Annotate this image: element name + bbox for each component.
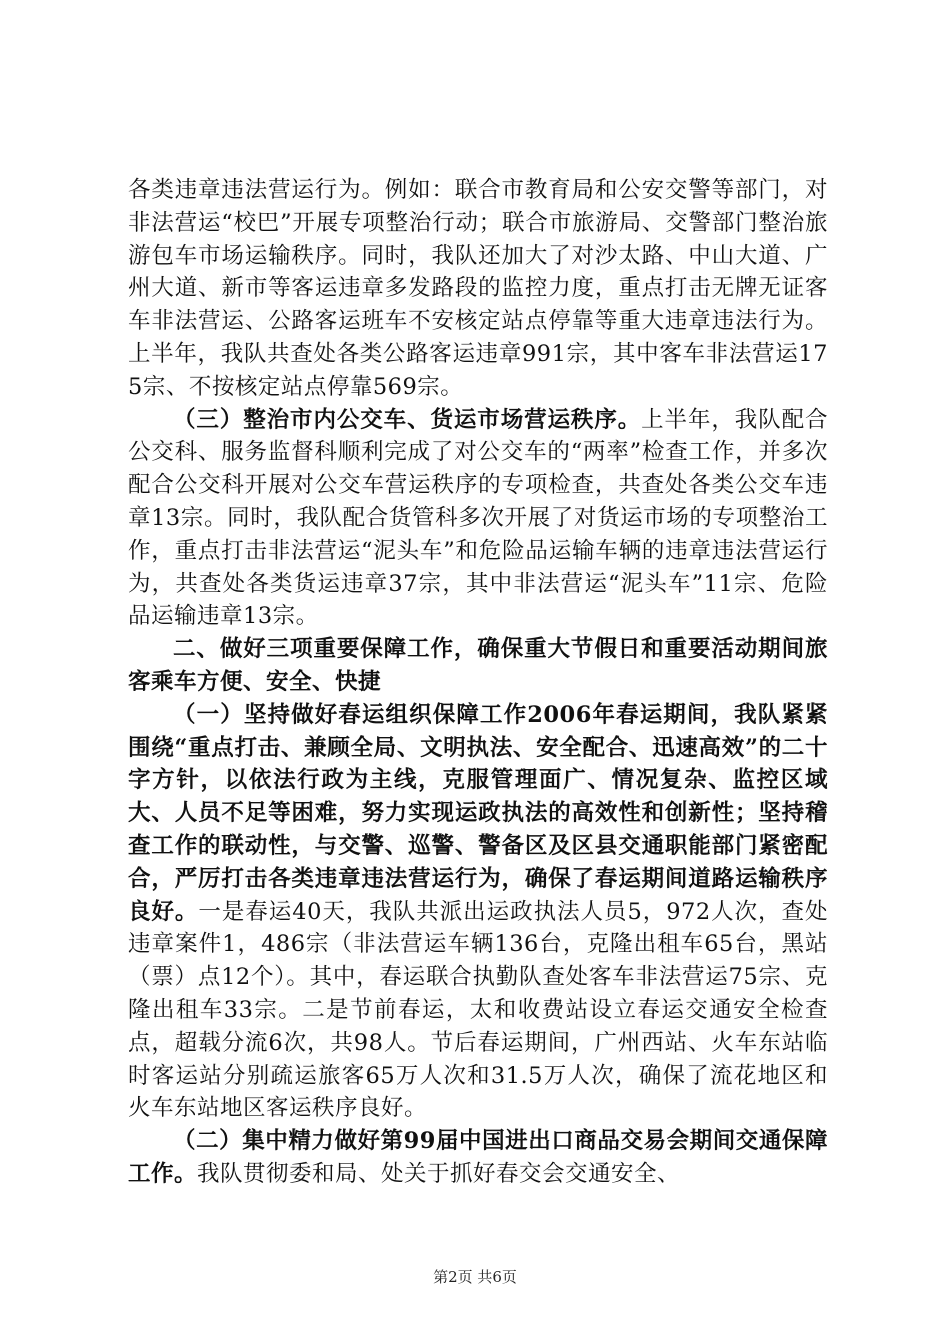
paragraph-continuation <box>128 174 828 404</box>
section-heading: （三）整治市内公交车、货运市场营运秩序。 <box>173 406 642 433</box>
chapter-heading <box>128 633 828 699</box>
paragraph-text: 一是春运40天，我队共派出运政执法人员5，972人次，查处违章案件1，486宗（非法营运车辆136台，克隆出租车65台，黑站（票）点12个）。其中，春运联合执勤队查处客车非法营运75宗、克隆出租车33宗。二是节前春运，太和收费站设立春运交通安全检查点，超载分流6次，共98人。节后春运期间，广州西站、火车东站临时客运站分别疏运旅客65万人次和31.5万人次，确保了流花地区和火车东站地区客运秩序良好。 <box>128 898 828 1122</box>
page-footer <box>0 1267 950 1287</box>
document-body <box>128 174 828 1191</box>
paragraph-text: 我队贯彻委和局、处关于抓好春交会交通安全、 <box>197 1160 681 1187</box>
chapter-heading-text: 二、做好三项重要保障工作，确保重大节假日和重要活动期间旅客乘车方便、安全、快捷 <box>128 636 828 695</box>
paragraph-text: 各类违章违法营运行为。例如：联合市教育局和公安交警等部门，对非法营运“校巴”开展专项整治行动；联合市旅游局、交警部门整治旅游包车市场运输秩序。同时，我队还加大了对沙太路、中山大道、广州大道、新市等客运违章多发路段的监控力度，重点打击无牌无证客车非法营运、公路客运班车不安核定站点停靠等重大违章违法行为。上半年，我队共查处各类公路客运违章991宗，其中客车非法营运175宗、不按核定站点停靠569宗。 <box>128 177 828 400</box>
paragraph-text: 上半年，我队配合公交科、服务监督科顺利完成了对公交车的“两率”检查工作，并多次配合公交科开展对公交车营运秩序的专项检查，共查处各类公交车违章13宗。同时，我队配合货管科多次开展了对货运市场的专项整治工作，重点打击非法营运“泥头车”和危险品运输车辆的违章违法营运行为，共查处各类货运违章37宗，其中非法营运“泥头车”11宗、危险品运输违章13宗。 <box>128 406 828 630</box>
paragraph-subsection-2 <box>128 1125 828 1191</box>
page-number-label: 第2页 共6页 <box>433 1268 517 1286</box>
subsection-heading: （一）坚持做好春运组织保障工作2006年春运期间，我队紧紧围绕“重点打击、兼顾全局、文明执法、安全配合、迅速高效”的二十字方针，以依法行政为主线，克服管理面广、情况复杂、监控区域大、人员不足等困难，努力实现运政执法的高效性和创新性；坚持稽查工作的联动性，与交警、巡警、警备区及区县交通职能部门紧密配合，严厉打击各类违章违法营运行为，确保了春运期间道路运输秩序良好。 <box>128 701 828 925</box>
paragraph-section-3 <box>128 404 828 634</box>
subsection-heading: （二）集中精力做好第99届中国进出口商品交易会期间交通保障工作。 <box>128 1128 828 1187</box>
paragraph-subsection-1 <box>128 699 828 1125</box>
